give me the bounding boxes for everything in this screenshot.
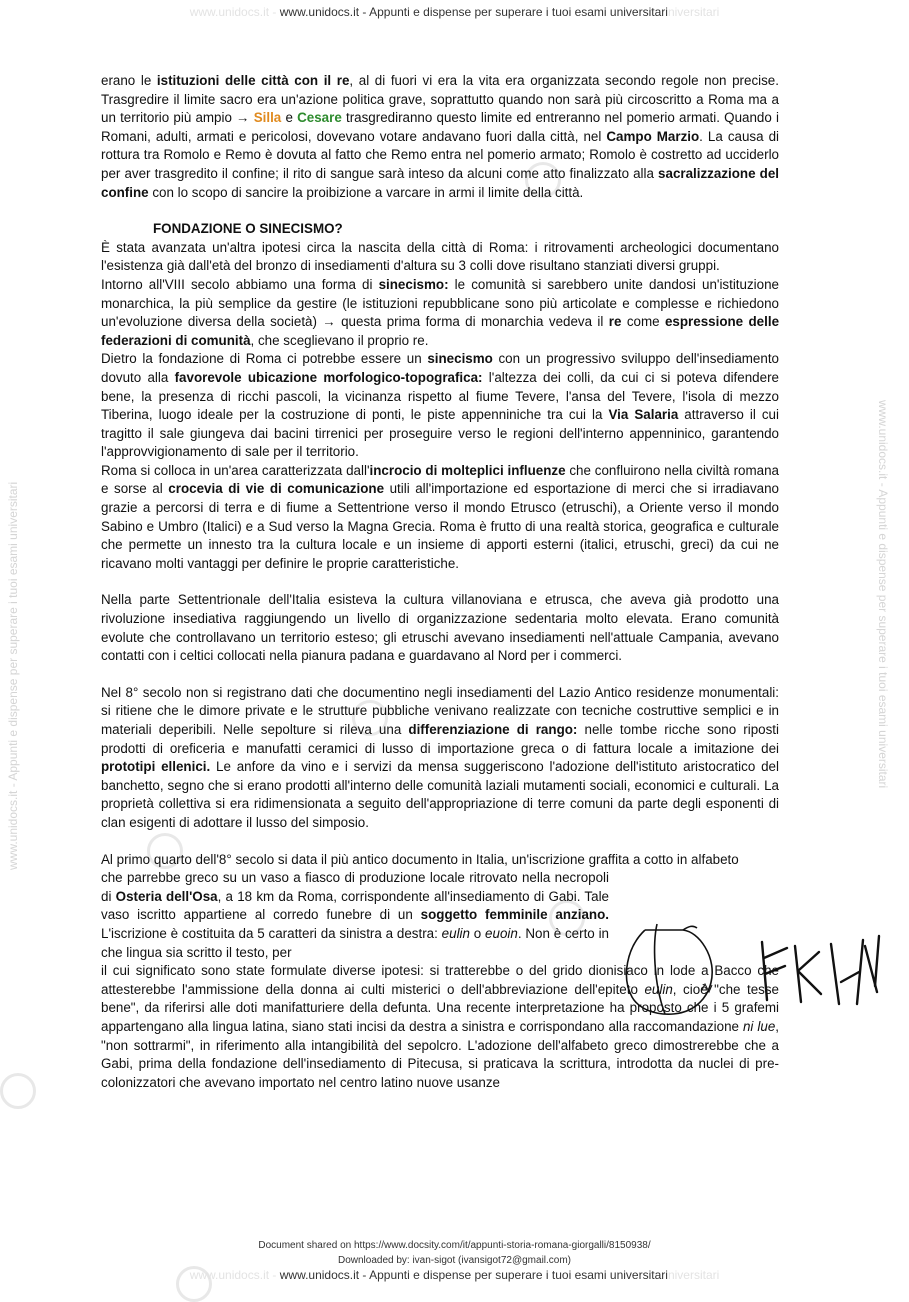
paragraph-sinecismo: Intorno all'VIII secolo abbiamo una forma di sinecismo: le comunità si sarebbero unite dandosi un'istituzione monarchica, la più semplice da gestire (le istituzioni repubblicane sono più articolate e complesse e richiedono un'evoluzione diversa della società) → questa prima forma di monarchia vedeva il re come espressione delle federazioni di comunità, che sceglievano il proprio re. (101, 276, 780, 348)
document-footer (0, 1238, 909, 1268)
banner-text: www.unidocs.it - Appunti e dispense per superare i tuoi esami universitari (279, 5, 668, 19)
unidocs-watermark-icon (0, 1073, 36, 1109)
paragraph-influenze: Roma si colloca in un'area caratterizzata dall'incrocio di molteplici influenze che confluirono nella civiltà romana e sorse al crocevia di vie di comunicazione utili all'importazione ed esportazione di merci che si irradiavano grazie a percorsi di terra e di fiume a Settentrione verso il mondo Etrusco (etruschi), a Oriente verso il mondo Sabino e Umbro (Italici) e a Sud verso la Magna Grecia. Roma è frutto di una realtà storica, geografica e culturale che permette un innesto tra la cultura locale e un insieme di apporti esterni (italici, etruschi, greci) da cui ne ricavano molti vantaggi per definire le proprie caratteristiche. (101, 462, 779, 571)
banner-watermark-prefix: www.unidocs.it - (189, 5, 280, 19)
vase-illustration (626, 924, 712, 1014)
inscription-graffito (762, 936, 879, 1004)
footer-download-line: Downloaded by: ivan-sigot (ivansigot72@gmail.com) (337, 1255, 572, 1266)
banner-watermark-prefix: www.unidocs.it - (189, 1268, 280, 1282)
bottom-banner (0, 1268, 909, 1282)
paragraph-iscrizione-intro: Al primo quarto dell'8° secolo si data il più antico documento in Italia, un'iscrizione graffita a cotto in alfabeto (101, 851, 739, 867)
footer-shared-line: Document shared on https://www.docsity.com/it/appunti-storia-romana-giorgalli/8150938/ (258, 1240, 651, 1251)
name-cesare: Cesare (297, 110, 342, 126)
left-watermark: www.unidocs.it - Appunti e dispense per superare i tuoi esami universitari (6, 481, 20, 870)
paragraph-iscrizione-significato: il cui significato sono state formulate diverse ipotesi: si tratterebbe o del grido dionisiaco in lode a Bacco che attesterebbe l'ammissione della donna ai culti misterici o dell'abbreviazione dell'epiteto eulin, cioè "che tesse bene", da riferirsi alle doti manifatturiere della defunta. Una recente interpretazione ha proposto che i 5 grafemi appartengano alla lingua latina, siano stati incisi da destra a sinistra e corrispondano alla raccomandazione ni lue, "non sottrarmi", in riferimento alla intangibilità del sepolcro. L'adozione dell'alfabeto greco dimostrerebbe che a Gabi, prima della fondazione dell'insediamento di Pitecusa, si praticava la scrittura, introdotta da nuclei di pre-colonizzatori che avevano importato nel centro latino nuove usanze (101, 963, 780, 1090)
paragraph-villanoviana: Nella parte Settentrionale dell'Italia esisteva la cultura villanoviana e etrusca, che aveva già prodotto una rivoluzione insediativa raggiungendo un livello di organizzazione sedentaria molto elevata. Erano comunità evolute che controllavano un territorio esteso; gli etruschi avevano insediamenti nell'attuale Campania, avevano contatti con i celtici collocati nella pianura padana e guardavano al Nord per i commerci. (101, 592, 779, 664)
banner-text: www.unidocs.it - Appunti e dispense per superare i tuoi esami universitari (279, 1268, 668, 1282)
paragraph-iscrizione-vaso: che parrebbe greco su un vaso a fiasco di produzione locale ritrovato nella necropoli di Osteria dell'Osa, a 18 km da Roma, corrispondente all'insediamento di Gabi. Tale vaso iscritto appartiene al corredo funebre di un soggetto femminile anziano. L'iscrizione è costituita da 5 caratteri da sinistra a destra: eulin o euoin. Non è certo in che lingua sia scritto il testo, per (101, 870, 609, 960)
paragraph-ipotesi: È stata avanzata un'altra ipotesi circa la nascita della città di Roma: i ritrovamenti archeologici documentano l'esistenza già dall'età del bronzo di insediamenti d'altura su 3 colli dove risultano stanziati diversi gruppi. (101, 239, 779, 274)
paragraph-sepolture: Nel 8° secolo non si registrano dati che documentino negli insediamenti del Lazio Antico residenze monumentali: si ritiene che le dimore private e le strutture pubbliche venivano realizzate con tecniche costruttive semplici e in materiali deperibili. Nelle sepolture si rileva una differenziazione di rango: nelle tombe ricche sono riposti prodotti di oreficeria e manufatti ceramici di lusso di importazione greca o di fattura locale a imitazione dei prototipi ellenici. Le anfore da vino e i servizi da mensa suggeriscono l'adozione dell'istituto aristocratico del banchetto, segno che si erano prodotti all'interno delle comunità laziali mutamenti sociali, economici e culturali. La proprietà collettiva si era ridimensionata a seguito dell'appropriazione di terre comuni da parte degli esponenti di clan esigenti di adottare il lusso del simposio. (101, 684, 779, 830)
section-heading: FONDAZIONE O SINECISMO? (153, 221, 343, 237)
name-silla: Silla (253, 110, 282, 126)
top-banner (0, 5, 909, 19)
paragraph-pomerio: erano le istituzioni delle città con il re, al di fuori vi era la vita era organizzata secondo regole non precise. Trasgredire il limite sacro era un'azione politica grave, soprattutto quando non sarà più circoscritto a Roma ma a un territorio più ampio → Silla e Cesare trasgrediranno questo limite ed entreranno nel pomerio armati. Quando i Romani, adulti, armati e pericolosi, dovevano votare andavano fuori dalla città, nel Campo Marzio. La causa di rottura tra Romolo e Remo è dovuta al fatto che Remo entra nel pomerio armato; Romolo è costretto ad ucciderlo per aver trasgredito il confine; il rito di sangue sarà inteso da alcuni come atto finalizzato alla sacralizzazione del confine con lo scopo di sancire la proibizione a varcare in armi il limite della città. (101, 73, 779, 200)
paragraph-ubicazione: Dietro la fondazione di Roma ci potrebbe essere un sinecismo con un progressivo sviluppo dell'insediamento dovuto alla favorevole ubicazione morfologico-topografica: l'altezza dei colli, da cui ci si poteva difendere bene, la presenza di ricchi pascoli, la vicinanza rispetto al fiume Tevere, l'ansa del Tevere, l'isola di mezzo Tiberina, luogo ideale per la costruzione di ponti, le piste appenniniche tra cui la Via Salaria attraverso il cui tragitto il sale giungeva dai bacini tirrenici per proseguire verso le regioni dell'interno appenninico, garantendo l'approvvigionamento di sale per il territorio. (101, 351, 779, 460)
banner-watermark-suffix: niversitari (667, 1268, 720, 1282)
vase-figure (617, 922, 887, 1022)
banner-watermark-suffix: niversitari (667, 5, 720, 19)
right-watermark: www.unidocs.it - Appunti e dispense per superare i tuoi esami universitari (876, 400, 890, 789)
